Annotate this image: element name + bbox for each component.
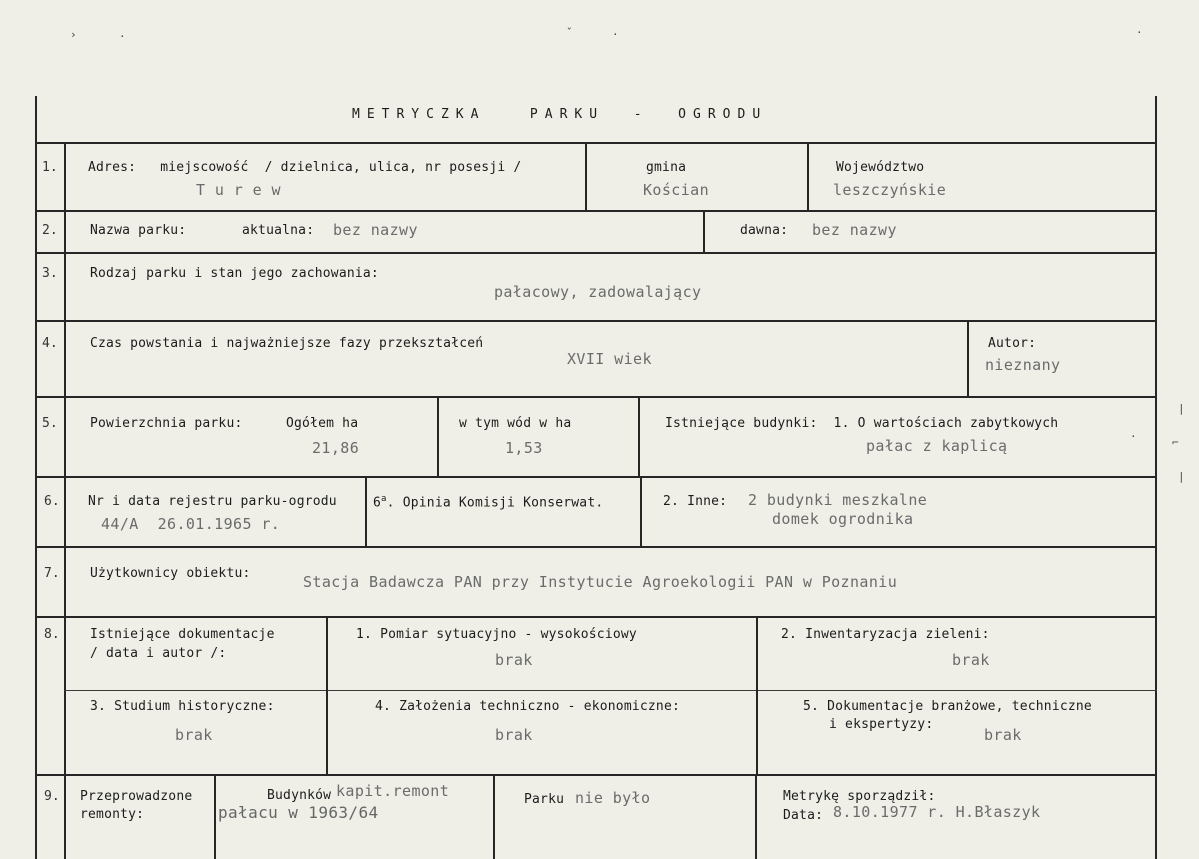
users-label: Użytkownicy obiektu: bbox=[90, 566, 251, 581]
renovations-label-1: Przeprowadzone bbox=[80, 789, 193, 804]
row-number: 4. bbox=[42, 336, 58, 351]
divider-r3 bbox=[35, 320, 1157, 322]
branch-docs-value: brak bbox=[984, 726, 1022, 744]
divider-r8-inner bbox=[64, 690, 1157, 691]
number-column-line bbox=[64, 143, 66, 859]
r9-div-b bbox=[493, 775, 495, 859]
gmina-label: gmina bbox=[646, 160, 687, 175]
greenery-inventory-label: 2. Inwentaryzacja zieleni: bbox=[781, 627, 990, 642]
branch-docs-label-2: i ekspertyzy: bbox=[829, 717, 934, 732]
row-number: 7. bbox=[44, 566, 60, 581]
register-value: 44/A 26.01.1965 r. bbox=[101, 515, 281, 533]
prepared-by-label: Metrykę sporządził: bbox=[783, 789, 936, 804]
voivodeship-label: Województwo bbox=[836, 160, 925, 175]
park-renovation-value: nie było bbox=[575, 789, 651, 807]
row-number: 1. bbox=[42, 160, 58, 175]
margin-mark: ⌐ bbox=[1172, 436, 1179, 449]
current-name-value: bez nazwy bbox=[333, 221, 418, 239]
margin-mark: · bbox=[1136, 26, 1143, 39]
buildings-renovation-value-2: pałacu w 1963/64 bbox=[218, 803, 379, 822]
margin-mark: ˇ bbox=[566, 26, 573, 39]
documentation-label-1: Istniejące dokumentacje bbox=[90, 627, 275, 642]
date-author-value: 8.10.1977 r. H.Błaszyk bbox=[833, 803, 1041, 821]
survey-label: 1. Pomiar sytuacyjno - wysokościowy bbox=[356, 627, 637, 642]
date-label: Data: bbox=[783, 808, 824, 823]
r9-div-c bbox=[755, 775, 757, 859]
margin-mark: · bbox=[1130, 430, 1137, 443]
divider-r7 bbox=[35, 616, 1157, 618]
address-value: T u r e w bbox=[196, 181, 281, 199]
r1-div-b bbox=[807, 143, 809, 211]
buildings-renovation-label: Budynków bbox=[267, 788, 332, 803]
author-label: Autor: bbox=[988, 336, 1037, 351]
row-number: 5. bbox=[42, 416, 58, 431]
historical-study-value: brak bbox=[175, 726, 213, 744]
buildings-renovation-value-1: kapit.remont bbox=[336, 782, 450, 800]
opinion-text: . Opinia Komisji Konserwat. bbox=[386, 495, 604, 511]
technical-assumptions-value: brak bbox=[495, 726, 533, 744]
r8-div-b bbox=[756, 617, 758, 775]
gmina-value: Kościan bbox=[643, 181, 710, 199]
creation-time-value: XVII wiek bbox=[567, 350, 652, 368]
current-name-label: aktualna: bbox=[242, 223, 315, 238]
row-number: 6. bbox=[44, 494, 60, 509]
divider-r8 bbox=[35, 774, 1157, 776]
margin-mark: | bbox=[1178, 402, 1185, 415]
r8-div-a bbox=[326, 617, 328, 775]
form-title: METRYCZKA PARKU - OGRODU bbox=[352, 107, 768, 122]
author-value: nieznany bbox=[985, 356, 1061, 374]
divider-r4 bbox=[35, 396, 1157, 398]
divider-title bbox=[35, 142, 1157, 144]
row-number: 9. bbox=[44, 789, 60, 804]
technical-assumptions-label: 4. Założenia techniczno - ekonomiczne: bbox=[375, 699, 681, 714]
row-number: 3. bbox=[42, 266, 58, 281]
water-area-label: w tym wód w ha bbox=[459, 416, 572, 431]
divider-r5 bbox=[35, 476, 1157, 478]
address-label: Adres: miejscowość / dzielnica, ulica, nr posesji / bbox=[88, 160, 522, 175]
r9-div-a bbox=[214, 775, 216, 859]
opinion-superscript: a bbox=[381, 494, 387, 504]
divider-r1 bbox=[35, 210, 1157, 212]
total-area-label: Ogółem ha bbox=[286, 416, 359, 431]
greenery-inventory-value: brak bbox=[952, 651, 990, 669]
area-label: Powierzchnia parku: bbox=[90, 416, 243, 431]
r4-div bbox=[967, 321, 969, 397]
margin-mark: | bbox=[1178, 470, 1185, 483]
r6-div-b bbox=[640, 477, 642, 547]
r2-div bbox=[703, 211, 705, 253]
other-buildings-label: 2. Inne: bbox=[663, 494, 728, 509]
branch-docs-label-1: 5. Dokumentacje branżowe, techniczne bbox=[803, 699, 1092, 714]
divider-r2 bbox=[35, 252, 1157, 254]
park-type-value: pałacowy, zadowalający bbox=[494, 283, 702, 301]
park-renovation-label: Parku bbox=[524, 792, 565, 807]
park-name-label: Nazwa parku: bbox=[90, 223, 187, 238]
voivodeship-value: leszczyńskie bbox=[833, 181, 947, 199]
r1-div-a bbox=[585, 143, 587, 211]
row-number: 8. bbox=[44, 627, 60, 642]
creation-time-label: Czas powstania i najważniejsze fazy przekształceń bbox=[90, 336, 484, 351]
historical-study-label: 3. Studium historyczne: bbox=[90, 699, 275, 714]
row-number: 2. bbox=[42, 223, 58, 238]
opinion-number: 6 bbox=[373, 495, 382, 511]
divider-r6 bbox=[35, 546, 1157, 548]
margin-mark: › bbox=[70, 28, 77, 41]
margin-mark: · bbox=[119, 30, 126, 43]
total-area-value: 21,86 bbox=[312, 439, 360, 457]
water-area-value: 1,53 bbox=[505, 439, 543, 457]
renovations-label-2: remonty: bbox=[80, 807, 145, 822]
documentation-label-2: / data i autor /: bbox=[90, 646, 227, 661]
r6-div-a bbox=[365, 477, 367, 547]
opinion-label bbox=[373, 494, 603, 510]
survey-value: brak bbox=[495, 651, 533, 669]
other-buildings-value-1: 2 budynki meszkalne bbox=[748, 491, 928, 509]
register-label: Nr i data rejestru parku-ogrodu bbox=[88, 494, 337, 509]
park-type-label: Rodzaj parku i stan jego zachowania: bbox=[90, 266, 379, 281]
r5-div-a bbox=[437, 397, 439, 477]
other-buildings-value-2: domek ogrodnika bbox=[772, 510, 914, 528]
r5-div-b bbox=[638, 397, 640, 477]
buildings-value: pałac z kaplicą bbox=[866, 437, 1008, 455]
former-name-label: dawna: bbox=[740, 223, 789, 238]
margin-mark: · bbox=[612, 28, 619, 41]
former-name-value: bez nazwy bbox=[812, 221, 897, 239]
users-value: Stacja Badawcza PAN przy Instytucie Agroekologii PAN w Poznaniu bbox=[303, 573, 898, 591]
buildings-label: Istniejące budynki: 1. O wartościach zabytkowych bbox=[665, 416, 1059, 431]
